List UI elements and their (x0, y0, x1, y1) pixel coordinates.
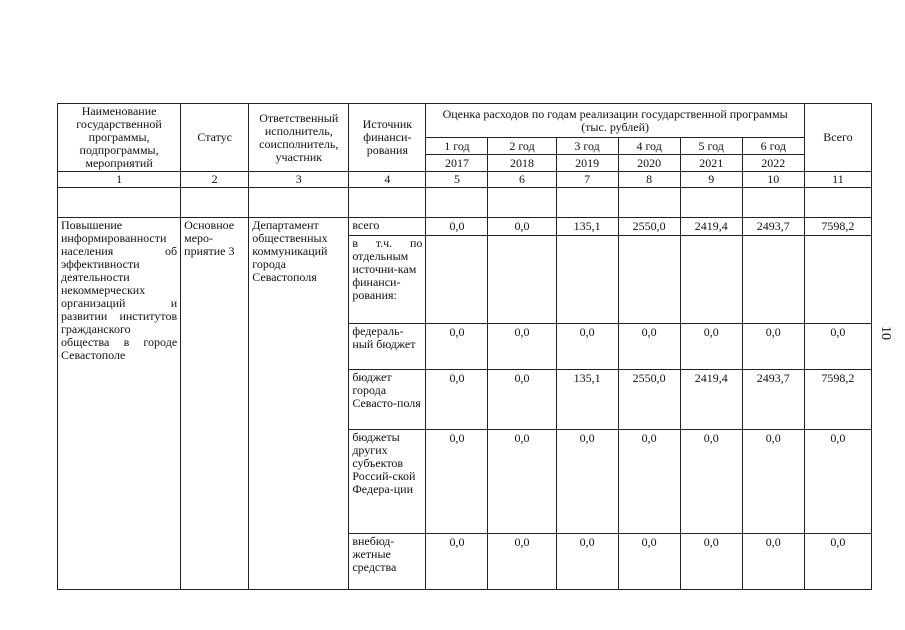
column-number: 4 (349, 172, 426, 188)
page-number: 10 (878, 326, 893, 340)
value-cell: 0,0 (680, 430, 742, 534)
value-cell: 0,0 (742, 430, 804, 534)
value-cell: 2419,4 (680, 218, 742, 236)
header-estimate: Оценка расходов по годам реализации государственной программы (тыс. рублей) (426, 104, 804, 138)
value-cell: 0,0 (680, 534, 742, 590)
year-label: 2 год (488, 138, 556, 155)
source-cell: федераль-ный бюджет (349, 324, 426, 370)
value-cell (488, 236, 556, 324)
total-cell: 7598,2 (804, 370, 871, 430)
source-cell: бюджет города Севасто-поля (349, 370, 426, 430)
source-cell: всего (349, 218, 426, 236)
header-source: Источник финанси-рования (349, 104, 426, 172)
total-cell: 0,0 (804, 324, 871, 370)
total-cell: 0,0 (804, 534, 871, 590)
value-cell: 135,1 (556, 218, 618, 236)
source-cell: внебюд-жетные средства (349, 534, 426, 590)
year-value: 2018 (488, 155, 556, 172)
table-row (58, 218, 872, 236)
year-label: 6 год (742, 138, 804, 155)
value-cell (426, 236, 488, 324)
column-number: 2 (181, 172, 249, 188)
value-cell: 0,0 (426, 370, 488, 430)
column-number: 3 (249, 172, 349, 188)
header-status: Статус (181, 104, 249, 172)
value-cell: 0,0 (488, 430, 556, 534)
value-cell (680, 236, 742, 324)
value-cell: 0,0 (742, 324, 804, 370)
value-cell: 0,0 (426, 430, 488, 534)
header-responsible: Ответственный исполнитель, соисполнитель, участник (249, 104, 349, 172)
value-cell: 0,0 (556, 430, 618, 534)
header-total: Всего (804, 104, 871, 172)
year-label: 5 год (680, 138, 742, 155)
total-cell: 0,0 (804, 430, 871, 534)
column-number: 10 (742, 172, 804, 188)
value-cell (618, 236, 680, 324)
program-status: Основное меро-приятие 3 (181, 218, 249, 590)
source-cell: в т.ч. по отдельным источни-кам финанси-рования: (349, 236, 426, 324)
year-value: 2017 (426, 155, 488, 172)
value-cell: 0,0 (556, 324, 618, 370)
empty-row (58, 188, 872, 218)
column-number: 8 (618, 172, 680, 188)
value-cell: 0,0 (618, 324, 680, 370)
value-cell (556, 236, 618, 324)
value-cell: 0,0 (618, 430, 680, 534)
column-number: 5 (426, 172, 488, 188)
total-cell: 7598,2 (804, 218, 871, 236)
total-cell (804, 236, 871, 324)
value-cell: 0,0 (488, 218, 556, 236)
source-cell: бюджеты других субъектов Россий-ской Федера-ции (349, 430, 426, 534)
value-cell: 2550,0 (618, 218, 680, 236)
value-cell: 0,0 (426, 324, 488, 370)
year-label: 4 год (618, 138, 680, 155)
column-number: 9 (680, 172, 742, 188)
value-cell: 0,0 (426, 534, 488, 590)
year-label: 1 год (426, 138, 488, 155)
value-cell: 2493,7 (742, 370, 804, 430)
value-cell: 0,0 (680, 324, 742, 370)
value-cell: 2493,7 (742, 218, 804, 236)
column-number: 7 (556, 172, 618, 188)
value-cell (742, 236, 804, 324)
value-cell: 0,0 (488, 324, 556, 370)
column-number: 6 (488, 172, 556, 188)
column-number: 1 (58, 172, 181, 188)
expenditure-table (57, 103, 872, 590)
year-label: 3 год (556, 138, 618, 155)
value-cell: 2419,4 (680, 370, 742, 430)
header-name: Наименование государственной программы, подпрограммы, мероприятий (58, 104, 181, 172)
year-value: 2020 (618, 155, 680, 172)
value-cell: 0,0 (488, 534, 556, 590)
value-cell: 0,0 (742, 534, 804, 590)
column-number: 11 (804, 172, 871, 188)
value-cell: 0,0 (426, 218, 488, 236)
year-value: 2019 (556, 155, 618, 172)
program-name: Повышение информированности населения об эффективности деятельности некоммерческих организаций и развитии институтов гражданского общества в городе Севастополе (58, 218, 181, 590)
value-cell: 0,0 (556, 534, 618, 590)
year-value: 2022 (742, 155, 804, 172)
program-responsible: Департамент общественных коммуникаций города Севастополя (249, 218, 349, 590)
value-cell: 0,0 (488, 370, 556, 430)
value-cell: 0,0 (618, 534, 680, 590)
value-cell: 135,1 (556, 370, 618, 430)
year-value: 2021 (680, 155, 742, 172)
value-cell: 2550,0 (618, 370, 680, 430)
